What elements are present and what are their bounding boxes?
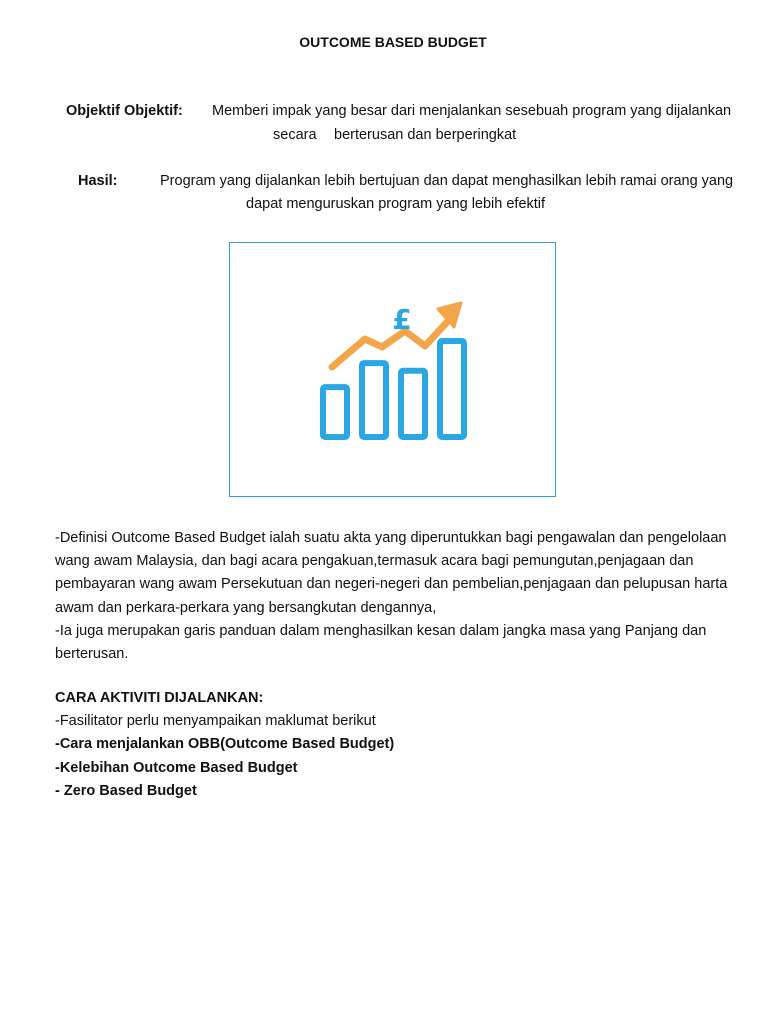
result-label: Hasil: (78, 173, 118, 189)
pound-growth-bar-chart-icon (230, 243, 554, 495)
pound-symbol-icon: £ (392, 303, 412, 336)
activity-item: - Zero Based Budget (55, 782, 197, 799)
figure-frame (229, 242, 556, 497)
activities-heading: CARA AKTIVITI DIJALANKAN: (55, 690, 264, 706)
objective-text-line1: Memberi impak yang besar dari menjalankan sesebuah program yang dijalankan (212, 103, 732, 119)
chart-bar (401, 371, 425, 437)
result-text-line2: dapat menguruskan program yang lebih efektif (246, 196, 546, 212)
definition-section (55, 527, 745, 666)
objective-text-line2b: berterusan dan berperingkat (334, 127, 517, 143)
activities-intro: -Fasilitator perlu menyampaikan maklumat berikut (55, 713, 376, 730)
result-text-line1: Program yang dijalankan lebih bertujuan dan dapat menghasilkan lebih ramai orang yang (160, 173, 734, 189)
chart-bar (440, 341, 464, 437)
chart-bar (323, 387, 347, 437)
objective-text-line2a: secara (273, 127, 317, 143)
document-title: OUTCOME BASED BUDGET (299, 34, 487, 50)
chart-bar (362, 363, 386, 437)
objective-label: Objektif Objektif: (66, 103, 183, 119)
activities-section (55, 687, 745, 803)
trend-arrow-icon (332, 321, 448, 367)
activity-item: -Cara menjalankan OBB(Outcome Based Budget) (55, 736, 395, 753)
definition-paragraph: -Definisi Outcome Based Budget ialah suatu akta yang diperuntukkan bagi pengawalan dan pengelolaan wang awam Malaysia, dan bagi acara pengakuan,termasuk acara bagi pemungutan,penjagaan dan pembayaran wang awam Persekutuan dan negeri-negeri dan pembelian,penjagaan dan pelupusan harta awam dan perkara-perkara yang bersangkutan dengannya, (55, 530, 728, 616)
activity-item: -Kelebihan Outcome Based Budget (55, 759, 298, 776)
definition-paragraph-2: -Ia juga merupakan garis panduan dalam menghasilkan kesan dalam jangka masa yang Panjang dan berterusan. (55, 622, 707, 663)
